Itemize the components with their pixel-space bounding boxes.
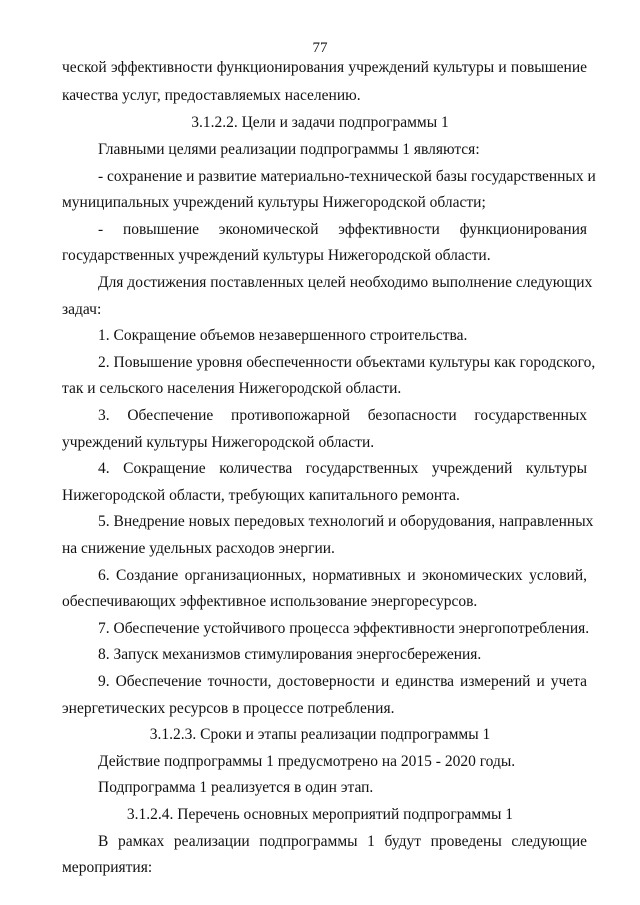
- text-line: - повышение экономической эффективности функционирования: [98, 221, 587, 238]
- text-line: Для достижения поставленных целей необходимо выполнение следующих: [98, 274, 593, 291]
- list-item: 4. Сокращение количества государственных учреждений культуры: [98, 460, 587, 477]
- section-heading: 3.1.2.3. Сроки и этапы реализации подпрограммы 1: [149, 726, 491, 743]
- text-line: мероприятия:: [62, 859, 153, 876]
- list-item: 1. Сокращение объемов незавершенного строительства.: [98, 327, 468, 344]
- text-line: - сохранение и развитие материально-технической базы государственных и: [98, 168, 596, 185]
- text-line: энергетических ресурсов в процессе потребления.: [62, 700, 395, 717]
- list-item: 6. Создание организационных, нормативных и экономических условий,: [98, 567, 587, 584]
- list-item: 8. Запуск механизмов стимулирования энергосбережения.: [98, 646, 482, 663]
- text-line: качества услуг, предоставляемых населению.: [62, 87, 361, 104]
- list-item: 7. Обеспечение устойчивого процесса эффективности энергопотребления.: [98, 620, 590, 637]
- list-item: 5. Внедрение новых передовых технологий и оборудования, направленных: [98, 513, 594, 530]
- text-line: Нижегородской области, требующих капитального ремонта.: [62, 487, 460, 504]
- list-item: 2. Повышение уровня обеспеченности объектами культуры как городского,: [98, 354, 596, 371]
- text-line: обеспечивающих эффективное использование энергоресурсов.: [62, 593, 478, 610]
- text-line: ческой эффективности функционирования учреждений культуры и повышение: [62, 59, 587, 76]
- text-line: В рамках реализации подпрограммы 1 будут проведены следующие: [98, 833, 587, 850]
- text-line: государственных учреждений культуры Нижегородской области.: [62, 247, 491, 264]
- section-heading: 3.1.2.2. Цели и задачи подпрограммы 1: [191, 114, 449, 131]
- page-number: 77: [312, 40, 328, 56]
- text-line: Главными целями реализации подпрограммы 1 являются:: [98, 141, 480, 158]
- text-line: Подпрограмма 1 реализуется в один этап.: [98, 779, 374, 796]
- text-line: Действие подпрограммы 1 предусмотрено на 2015 - 2020 годы.: [98, 753, 516, 770]
- list-item: 9. Обеспечение точности, достоверности и единства измерений и учета: [98, 673, 587, 690]
- text-line: так и сельского населения Нижегородской области.: [62, 380, 402, 397]
- text-line: задач:: [62, 301, 102, 318]
- text-line: на снижение удельных расходов энергии.: [62, 540, 335, 557]
- list-item: 3. Обеспечение противопожарной безопасности государственных: [98, 407, 587, 424]
- text-line: учреждений культуры Нижегородской области.: [62, 434, 375, 451]
- section-heading: 3.1.2.4. Перечень основных мероприятий подпрограммы 1: [126, 806, 514, 823]
- text-line: муниципальных учреждений культуры Нижегородской области;: [62, 194, 486, 211]
